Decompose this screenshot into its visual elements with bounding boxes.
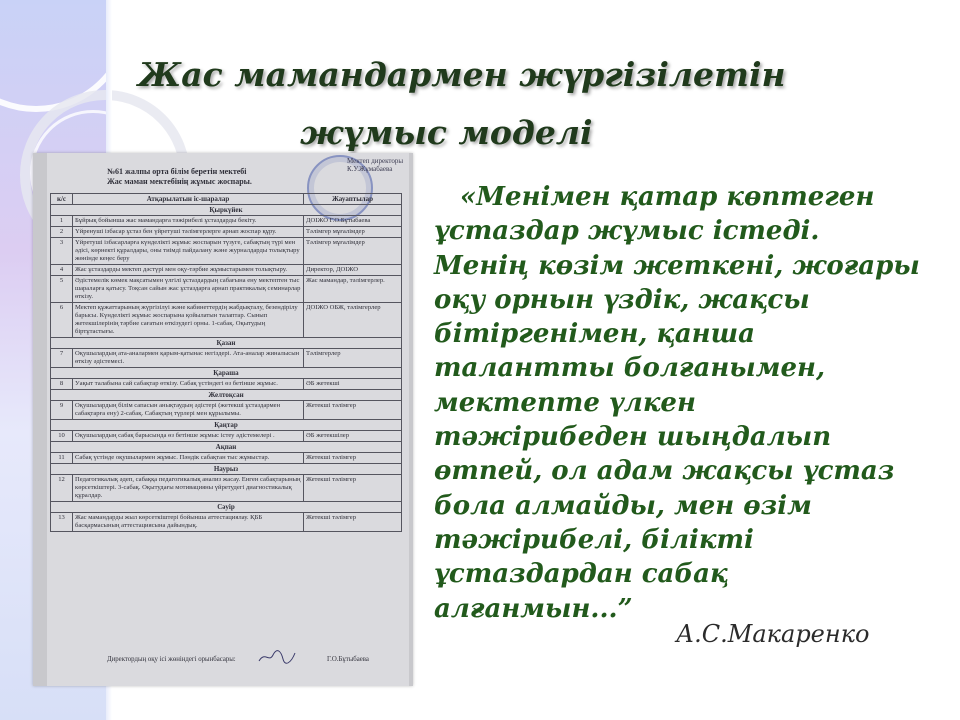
row-number: 1 [51,216,73,227]
work-plan-table [50,193,402,532]
row-number: 2 [51,227,73,238]
row-responsible: ДОІЖО ОБЖ, тәлімгерлер [304,303,402,338]
row-activity: Үйретуші ізбасарларға күнделікті жұмыс жоспарын түзуге, сабақтың түрі мен әдісі, көрнекті құралдары, оны тиімді пайдалану және журналдарды толықтыру жөнінде кеңес беру [73,238,304,265]
month-row [51,205,402,216]
quote-line: «Менімен қатар көптеген [460,182,875,212]
table-row [51,379,402,390]
document-page [47,153,409,686]
quote-line: Менің көзім жеткені, жоғары [434,250,920,281]
row-activity: Оқушылардың ата-аналармен қарым-қатынас негіздері. Ата-аналар жиналысын өткізу әдістемесі. [73,349,304,368]
month-row [51,502,402,513]
table-row [51,227,402,238]
row-responsible: Жетекші тәлімгер [304,513,402,532]
quote-line: бола алмайды, мен өзім [434,490,812,521]
month-row [51,390,402,401]
row-responsible: Жетекші тәлімгер [304,401,402,420]
document-subheading: Жас маман мектебінің жұмыс жоспары. [107,177,252,186]
header-responsible: Жауаптылар [304,194,402,205]
document-approval: Мектеп директоры К.У.Жұмабаева [347,157,404,173]
row-activity: Педагогикалық әдеп, сабаққа педагогикалық анализ жасау. Енген сабақтарының көрсеткіштері. 3-сабақ. Оқытудағы мотивацияны үйретудегі диагностикалық құралдар. [73,475,304,502]
row-activity: Оқушылардың білім сапасын анықтаудың әдістері (жетекші ұстаздармен сабақтарға ену) 2-сабақ. Сабақтың түрлері мен құрылымы. [73,401,304,420]
row-responsible: Жетекші тәлімгер [304,475,402,502]
quote-line: мектепте үлкен [434,387,696,418]
month-label: Қыркүйек [51,205,402,216]
row-responsible: ӘБ жетекші [304,379,402,390]
row-number: 4 [51,265,73,276]
table-row [51,401,402,420]
month-label: Қараша [51,368,402,379]
table-row [51,513,402,532]
table-row [51,216,402,227]
quote-line: оқу орнын үздік, жақсы [434,284,810,315]
row-activity: Сабақ үстінде оқушылармен жұмыс. Пәндік сабақтан тыс жұмыстар. [73,453,304,464]
signature-scribble [257,649,297,665]
table-row [51,276,402,303]
month-label: Ақпан [51,442,402,453]
row-activity: Жас ұстаздарды мектеп дәстүрі мен оқу-тәрбие жұмыстарымен толықтыру. [73,265,304,276]
row-activity: Мектеп құжаттарының жүргізілуі және кабинеттердің жабдықталу, безендірілу барысы. Күнделікті жұмыс жоспарына қойылатын талаптар. Сынып жетекшілерінің тәрбие сағатын өткізудегі орны. 1-сабақ. Оқытудың біртұтастығы. [73,303,304,338]
row-responsible: Тәлімгер мұғалімдер [304,238,402,265]
quote-line: тәжірибеден шыңдалып [434,422,832,453]
month-row [51,464,402,475]
row-number: 10 [51,431,73,442]
row-number: 9 [51,401,73,420]
quote-line: ұстаздар жұмыс істеді. [434,216,820,247]
row-number: 13 [51,513,73,532]
header-number: к/с [51,194,73,205]
table-row [51,265,402,276]
table-row [51,303,402,338]
quote-line: алғанмын...” [434,593,633,624]
quote-author: А.С.Макаренко [676,620,870,648]
slide-title-line-2: жұмыс моделі [300,113,593,152]
month-row [51,442,402,453]
quote-line: ұстаздардан сабақ [434,559,729,590]
quote-line: өтпей, ол адам жақсы ұстаз [434,456,895,487]
month-row [51,420,402,431]
row-responsible: ӘБ жетекшілер [304,431,402,442]
table-row [51,475,402,502]
row-activity: Жас мамандарды жыл көрсеткіштері бойынша аттестациялау. ҚББ басқармасының аттестациясына дайындық. [73,513,304,532]
row-responsible: Жас мамандар, тәлімгерлер. [304,276,402,303]
month-label: Қазан [51,338,402,349]
row-number: 7 [51,349,73,368]
row-number: 6 [51,303,73,338]
row-responsible: ДОІЖО Г.О.Бұтыбаева [304,216,402,227]
document-footer: Директордың оқу ісі жөніндегі орынбасары: [107,656,236,663]
month-row [51,368,402,379]
month-label: Наурыз [51,464,402,475]
row-number: 8 [51,379,73,390]
slide-title-line-1: Жас мамандармен жүргізілетін [138,55,786,94]
row-number: 5 [51,276,73,303]
row-activity: Әдістемелік көмек мақсатымен үлгілі ұстаздардың сабағына ену мектептен тыс шараларға қатысу. Тоқсан сайын жас ұстаздарға арнап практикалық семинарлар өткізу. [73,276,304,303]
row-responsible: Директор, ДОІЖО [304,265,402,276]
document-heading: №61 жалпы орта білім беретін мектебі [107,167,247,176]
header-activity: Атқарылатын іс-шаралар [73,194,304,205]
row-number: 3 [51,238,73,265]
row-activity: Үйренуші ізбасар ұстаз бен үйретуші тәлімгерлерге арнап жоспар құру. [73,227,304,238]
row-number: 12 [51,475,73,502]
scanned-work-plan-document [33,153,413,686]
row-activity: Бұйрық бойынша жас мамандарға тәжірибелі ұстаздарды бекіту. [73,216,304,227]
row-activity: Уақыт талабына сай сабақтар өткізу. Сабақ үстіндегі өз бетінше жұмыс. [73,379,304,390]
quote-line: талантты болғанымен, [434,353,826,384]
month-row [51,338,402,349]
row-activity: Оқушылардың сабақ барысында өз бетінше жұмыс істеу әдістемелері . [73,431,304,442]
table-row [51,349,402,368]
slide-title [120,46,820,162]
row-responsible: Жетекші тәлімгер [304,453,402,464]
table-row [51,431,402,442]
row-responsible: Тәлімгер мұғалімдер [304,227,402,238]
document-footer-name: Г.О.Бұтыбаева [327,656,369,663]
table-header-row [51,194,402,205]
month-label: Сәуір [51,502,402,513]
row-number: 11 [51,453,73,464]
table-row [51,453,402,464]
quote-line: тәжірибелі, білікті [434,524,754,555]
table-row [51,238,402,265]
quote-block [434,180,920,626]
month-label: Қаңтар [51,420,402,431]
month-label: Желтоқсан [51,390,402,401]
quote-line: бітіргенімен, қанша [434,319,755,350]
row-responsible: Тәлімгерлер [304,349,402,368]
